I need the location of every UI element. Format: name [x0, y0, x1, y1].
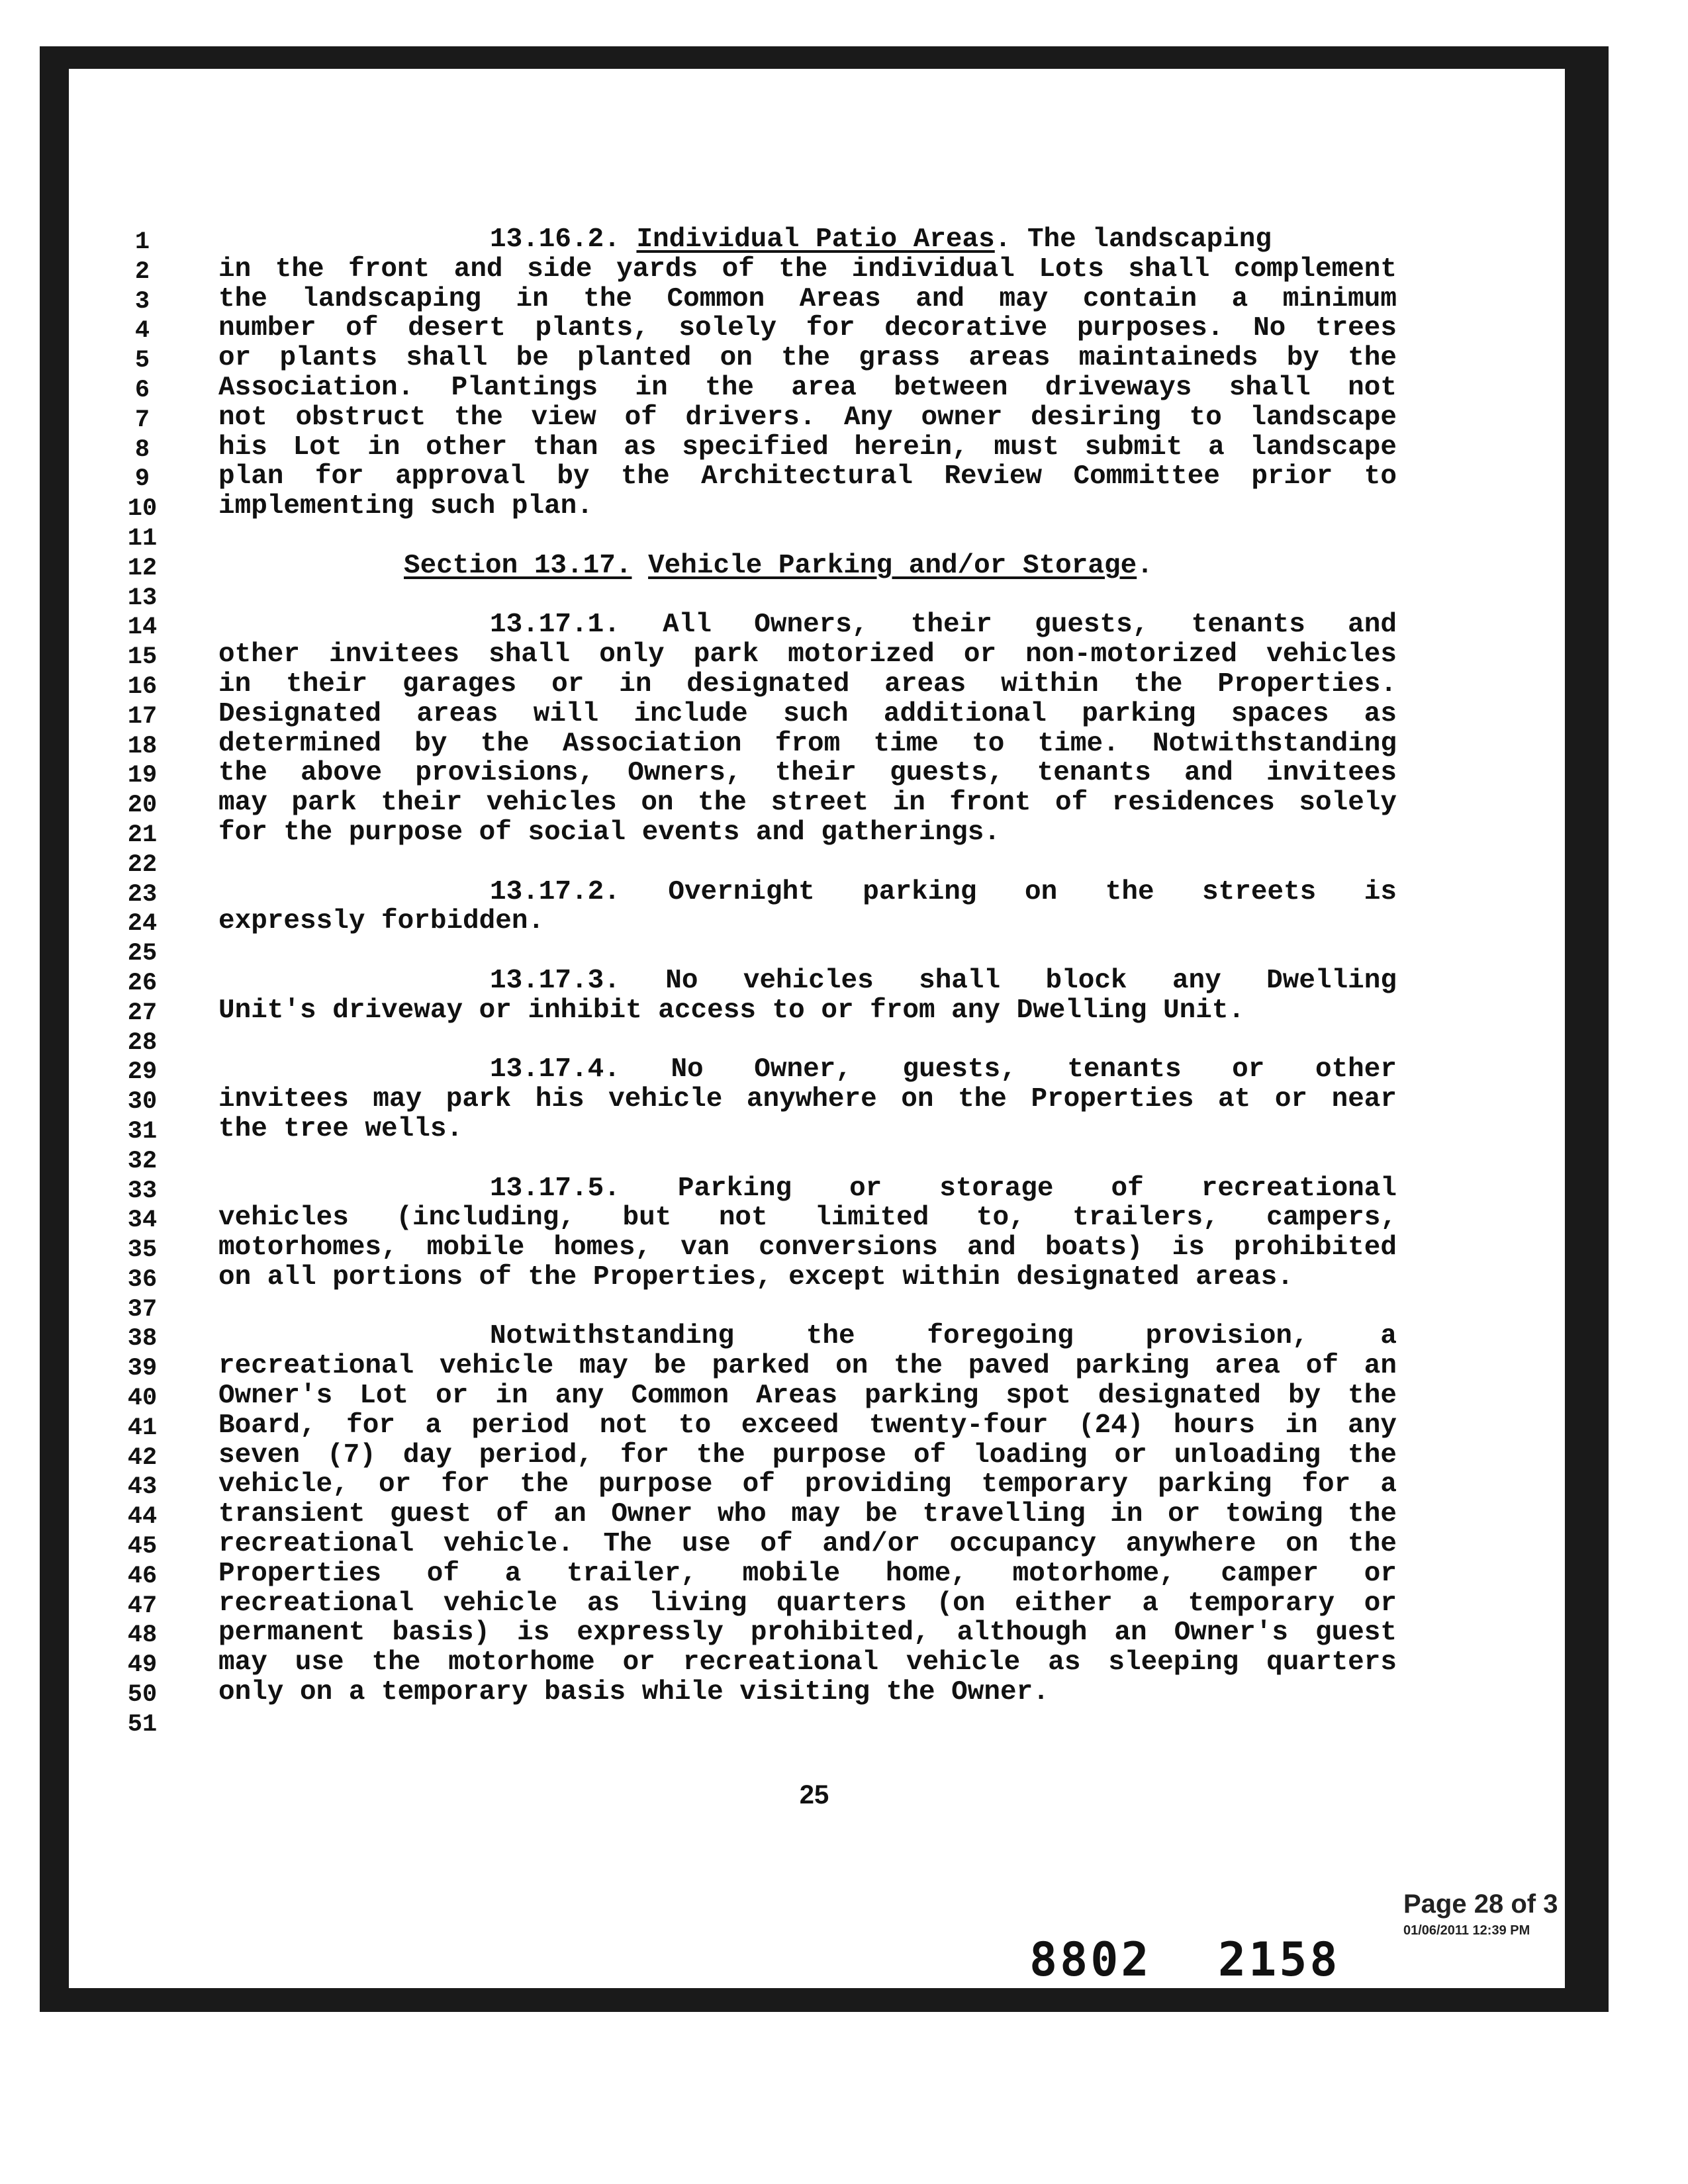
- paragraph-13-17-5-first-line: 13.17.5. Parking or storage of recreational: [490, 1173, 1397, 1204]
- line-number: 49: [127, 1651, 158, 1680]
- blank-line: [218, 581, 1397, 611]
- page-number-stamp: 2158: [1218, 1933, 1340, 1987]
- line-number: 47: [127, 1592, 158, 1620]
- paragraph-notwithstanding-first-line: Notwithstanding the foregoing provision, a: [490, 1321, 1397, 1352]
- blank-line: [218, 1293, 1397, 1322]
- text-line: number of desert plants, solely for decorative purposes. No trees: [218, 313, 1397, 344]
- text-line: transient guest of an Owner who may be travelling in or towing the: [218, 1499, 1397, 1530]
- line-number: 18: [127, 732, 158, 760]
- line-number: 42: [127, 1443, 158, 1472]
- clause-number: 13.16.2.: [490, 224, 620, 255]
- line-number: 39: [127, 1355, 158, 1383]
- line-number: 8: [134, 435, 150, 464]
- line-number: 4: [134, 317, 150, 345]
- line-number: 1: [134, 228, 150, 256]
- line-number: 19: [127, 762, 158, 790]
- line-number: 32: [127, 1147, 158, 1175]
- text-line: Board, for a period not to exceed twenty-four (24) hours in any: [218, 1410, 1397, 1441]
- line-number: 20: [127, 792, 158, 820]
- page-number: 25: [799, 1780, 829, 1809]
- line-number: 44: [127, 1503, 158, 1531]
- line-number: 11: [127, 524, 158, 553]
- text-line: may use the motorhome or recreational vehicle as sleeping quarters: [218, 1647, 1397, 1678]
- line-number: 43: [127, 1473, 158, 1502]
- line-number: 51: [127, 1710, 158, 1739]
- line-number: 23: [127, 880, 158, 909]
- line-number: 40: [127, 1385, 158, 1413]
- text-line: vehicle, or for the purpose of providing temporary parking for a: [218, 1469, 1397, 1500]
- document-body: [218, 225, 1397, 1707]
- line-number: 10: [127, 495, 158, 523]
- section-period: .: [1137, 550, 1153, 581]
- text-line: his Lot in other than as specified herein, must submit a landscape: [218, 432, 1397, 463]
- clause-text: . The landscaping: [994, 224, 1272, 255]
- text-line: Owner's Lot or in any Common Areas parking spot designated by the: [218, 1381, 1397, 1412]
- page-of-indicator: Page 28 of 3: [1403, 1889, 1558, 1919]
- line-number: 41: [127, 1414, 158, 1442]
- text-line: Association. Plantings in the area between driveways shall not: [218, 372, 1397, 403]
- line-number: 21: [127, 821, 158, 849]
- blank-line: [218, 936, 1397, 966]
- line-number: 24: [127, 910, 158, 938]
- line-number: 31: [127, 1117, 158, 1146]
- text-line: in their garages or in designated areas within the Properties.: [218, 668, 1397, 700]
- text-line: plan for approval by the Architectural Review Committee prior to: [218, 461, 1397, 492]
- text-line: Properties of a trailer, mobile home, motorhome, camper or: [218, 1558, 1397, 1589]
- line-number: 29: [127, 1058, 158, 1087]
- text-line: invitees may park his vehicle anywhere on the Properties at or near: [218, 1084, 1397, 1115]
- text-line: seven (7) day period, for the purpose of loading or unloading the: [218, 1439, 1397, 1471]
- line-number: 14: [127, 614, 158, 642]
- text-line: the landscaping in the Common Areas and may contain a minimum: [218, 283, 1397, 314]
- paragraph-13-17-4-first-line: 13.17.4. No Owner, guests, tenants or other: [490, 1054, 1397, 1085]
- blank-line: [218, 1026, 1397, 1056]
- line-number: 7: [134, 406, 150, 434]
- text-line: recreational vehicle. The use of and/or occupancy anywhere on the: [218, 1529, 1397, 1560]
- section-number: Section 13.17.: [404, 550, 632, 581]
- line-number: 25: [127, 940, 158, 968]
- text-line: recreational vehicle as living quarters (on either a temporary or: [218, 1588, 1397, 1619]
- text-line: vehicles (including, but not limited to, trailers, campers,: [218, 1203, 1397, 1234]
- line-number: 36: [127, 1265, 158, 1294]
- line-number: 13: [127, 584, 158, 612]
- line-number-column: [106, 228, 179, 1740]
- blank-line: [218, 522, 1397, 551]
- section-title: Vehicle Parking and/or Storage: [648, 550, 1137, 581]
- line-number: 27: [127, 999, 158, 1027]
- line-number: 34: [127, 1206, 158, 1235]
- line-number: 15: [127, 643, 158, 672]
- paragraph-13-17-3-first-line: 13.17.3. No vehicles shall block any Dwelling: [490, 965, 1397, 996]
- line-number: 17: [127, 702, 158, 731]
- text-line: only on a temporary basis while visiting the Owner.: [218, 1677, 1049, 1708]
- blank-line: [218, 1144, 1397, 1174]
- line-number: 33: [127, 1177, 158, 1205]
- text-line: for the purpose of social events and gatherings.: [218, 817, 1000, 848]
- line-number: 45: [127, 1533, 158, 1561]
- text-line: or plants shall be planted on the grass areas maintaineds by the: [218, 343, 1397, 374]
- line-number: 9: [134, 465, 150, 494]
- text-line: the tree wells.: [218, 1113, 463, 1144]
- text-line: Designated areas will include such additional parking spaces as: [218, 698, 1397, 729]
- line-number: 28: [127, 1028, 158, 1057]
- text-line: in the front and side yards of the individual Lots shall complement: [218, 253, 1397, 285]
- book-number-stamp: 8802: [1029, 1933, 1152, 1987]
- line-number: 37: [127, 1295, 158, 1324]
- line-number: 16: [127, 672, 158, 701]
- line-number: 5: [134, 347, 150, 375]
- line-number: 48: [127, 1621, 158, 1650]
- paragraph-13-17-2-first-line: 13.17.2. Overnight parking on the streets is: [490, 876, 1397, 907]
- line-number: 22: [127, 850, 158, 879]
- line-number: 2: [134, 257, 150, 286]
- text-line: permanent basis) is expressly prohibited, although an Owner's guest: [218, 1617, 1397, 1649]
- section-heading: [218, 551, 1397, 581]
- line-number: 50: [127, 1681, 158, 1709]
- paragraph-13-16-2-heading: [218, 225, 1397, 255]
- line-number: 3: [134, 287, 150, 316]
- text-line: motorhomes, mobile homes, van conversions and boats) is prohibited: [218, 1232, 1397, 1263]
- line-number: 46: [127, 1562, 158, 1590]
- line-number: 26: [127, 969, 158, 997]
- text-line: determined by the Association from time to time. Notwithstanding: [218, 728, 1397, 759]
- text-line: recreational vehicle may be parked on the paved parking area of an: [218, 1351, 1397, 1382]
- line-number: 38: [127, 1325, 158, 1353]
- text-line: implementing such plan.: [218, 491, 593, 522]
- line-number: 6: [134, 376, 150, 404]
- blank-line: [218, 848, 1397, 878]
- text-line: the above provisions, Owners, their guests, tenants and invitees: [218, 758, 1397, 789]
- paragraph-13-17-1-first-line: 13.17.1. All Owners, their guests, tenants and: [490, 610, 1397, 641]
- line-number: 30: [127, 1088, 158, 1116]
- text-line: other invitees shall only park motorized or non-motorized vehicles: [218, 639, 1397, 670]
- clause-heading: Individual Patio Areas: [636, 224, 995, 255]
- line-number: 12: [127, 554, 158, 582]
- line-number: 35: [127, 1236, 158, 1265]
- text-line: may park their vehicles on the street in front of residences solely: [218, 788, 1397, 819]
- text-line: expressly forbidden.: [218, 906, 545, 937]
- text-line: Unit's driveway or inhibit access to or from any Dwelling Unit.: [218, 995, 1245, 1026]
- text-line: not obstruct the view of drivers. Any owner desiring to landscape: [218, 402, 1397, 433]
- recording-timestamp: 01/06/2011 12:39 PM: [1403, 1923, 1530, 1938]
- text-line: on all portions of the Properties, except within designated areas.: [218, 1261, 1293, 1293]
